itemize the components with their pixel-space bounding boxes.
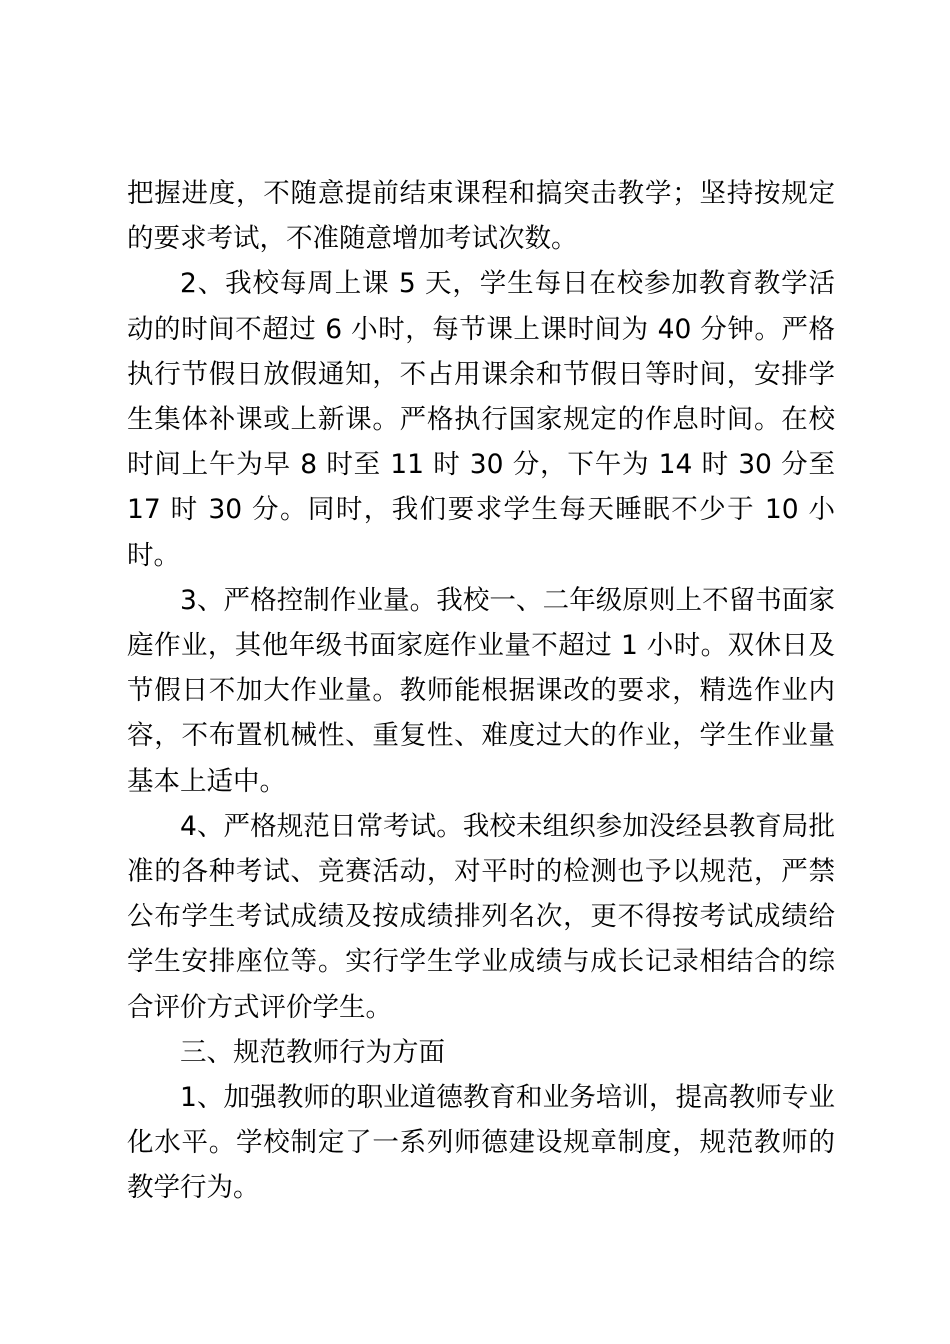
paragraph-item-2-class-schedule: 2、我校每周上课 5 天，学生每日在校参加教育教学活动的时间不超过 6 小时，每节课上课时间为 40 分钟。严格执行节假日放假通知，不占用课余和节假日等时间，安排学生集体补课或上新课。严格执行国家规定的作息时间。在校时间上午为早 8 时至 11 时 30 分，下午为 14 时 30 分至 17 时 30 分。同时，我们要求学生每天睡眠不少于 10 小时。 — [127, 268, 835, 571]
paragraph-item-1-teacher-training: 1、加强教师的职业道德教育和业务培训，提高教师专业化水平。学校制定了一系列师德建设规章制度，规范教师的教学行为。 — [127, 1082, 835, 1204]
document-body — [127, 171, 835, 1211]
section-heading-teacher-conduct: 三、规范教师行为方面 — [180, 1036, 445, 1068]
paragraph-continuation: 把握进度，不随意提前结束课程和搞突击教学；坚持按规定的要求考试，不准随意增加考试次数。 — [127, 178, 835, 255]
paragraph-item-4-exams: 4、严格规范日常考试。我校未组织参加没经县教育局批准的各种考试、竞赛活动，对平时的检测也予以规范，严禁公布学生考试成绩及按成绩排列名次，更不得按考试成绩给学生安排座位等。实行学生学业成绩与成长记录相结合的综合评价方式评价学生。 — [127, 810, 835, 1023]
paragraph-item-3-homework: 3、严格控制作业量。我校一、二年级原则上不留书面家庭作业，其他年级书面家庭作业量不超过 1 小时。双休日及节假日不加大作业量。教师能根据课改的要求，精选作业内容，不布置机械性、重复性、难度过大的作业，学生作业量基本上适中。 — [127, 584, 835, 797]
